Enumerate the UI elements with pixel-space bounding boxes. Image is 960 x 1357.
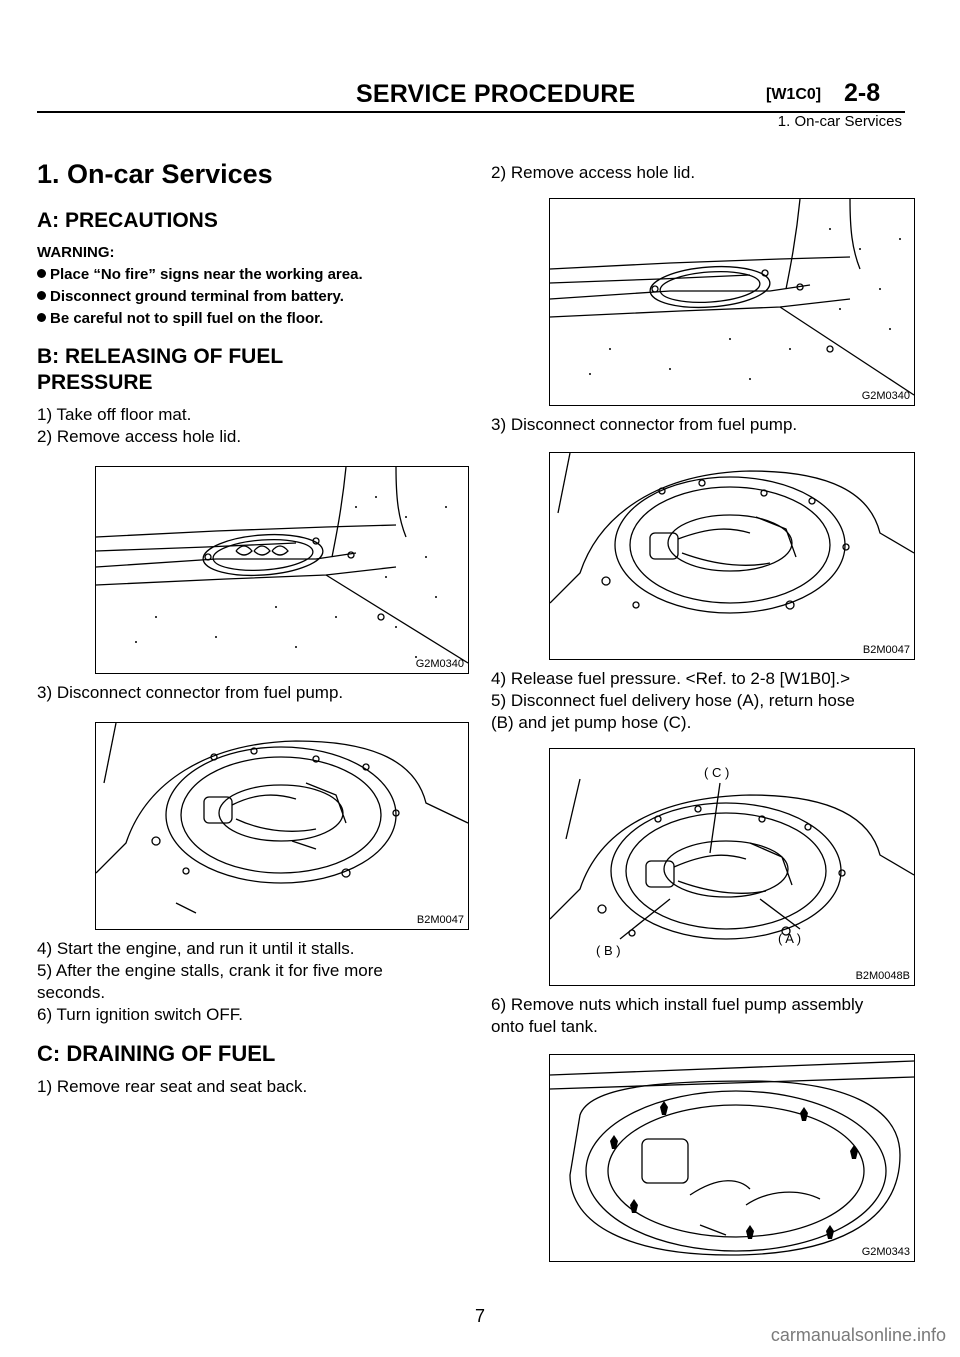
warning-item: Place “No fire” signs near the working area. xyxy=(37,264,457,286)
callout-b: ( B ) xyxy=(596,943,621,958)
watermark: carmanualsonline.info xyxy=(770,1325,946,1345)
step-text: 1) Take off floor mat. xyxy=(37,405,192,425)
figure-caption: G2M0343 xyxy=(861,1246,910,1258)
figure-pump-nuts xyxy=(549,1054,915,1262)
step-text: 2) Remove access hole lid. xyxy=(37,427,242,447)
figure-caption: B2M0047 xyxy=(862,644,910,656)
main-heading: 1. On-car Services xyxy=(37,159,273,189)
figure-caption: B2M0047 xyxy=(416,914,464,927)
section-c-title: C: DRAINING OF FUEL xyxy=(37,1041,276,1067)
step-text: 1) Remove rear seat and seat back. xyxy=(37,1076,308,1096)
step-text: 5) Disconnect fuel delivery hose (A), return hose xyxy=(491,691,855,710)
bullet-icon xyxy=(37,313,46,322)
warning-label: WARNING: xyxy=(37,243,115,261)
pump-nuts-illustration xyxy=(550,1055,914,1261)
page-number: 7 xyxy=(474,1306,485,1326)
step-text: 6) Remove nuts which install fuel pump assembly xyxy=(491,995,864,1014)
page-header xyxy=(0,0,960,130)
access-lid-illustration xyxy=(96,467,468,673)
step-text: onto fuel tank. xyxy=(491,1017,598,1036)
step-text: seconds. xyxy=(37,983,106,1003)
header-title: SERVICE PROCEDURE xyxy=(356,80,636,108)
warning-item: Be careful not to spill fuel on the floor. xyxy=(37,308,457,330)
step-text: 4) Start the engine, and run it until it stalls. xyxy=(37,939,355,959)
step-text: (B) and jet pump hose (C). xyxy=(491,713,692,732)
figure-caption: G2M0340 xyxy=(861,390,910,402)
figure-caption: G2M0340 xyxy=(415,658,464,671)
bullet-icon xyxy=(37,291,46,300)
step-text: 6) Turn ignition switch OFF. xyxy=(37,1005,243,1025)
section-b-title: B: RELEASING OF FUEL PRESSURE xyxy=(37,344,284,395)
header-section-number: 2-8 xyxy=(844,79,881,107)
step-text: 3) Disconnect connector from fuel pump. xyxy=(491,415,798,434)
fuel-pump-illustration xyxy=(550,453,914,659)
figure-hoses-abc xyxy=(549,748,915,986)
figure-fuel-pump-connector xyxy=(95,722,469,930)
warning-item: Disconnect ground terminal from battery. xyxy=(37,286,457,308)
header-code: [W1C0] xyxy=(766,86,822,103)
figure-access-hole-lid xyxy=(95,466,469,674)
header-subtitle: 1. On-car Services xyxy=(777,113,902,130)
figure-caption: B2M0048B xyxy=(855,970,910,982)
figure-fuel-pump-connector xyxy=(549,452,915,660)
fuel-pump-illustration xyxy=(96,723,468,929)
callout-c: ( C ) xyxy=(704,765,730,780)
step-text: 5) After the engine stalls, crank it for five more xyxy=(37,961,383,981)
access-lid-illustration xyxy=(550,199,914,405)
header-rule xyxy=(37,111,905,113)
step-text: 4) Release fuel pressure. <Ref. to 2-8 [W1B0].> xyxy=(491,669,851,688)
step-text: 2) Remove access hole lid. xyxy=(491,163,696,182)
bullet-icon xyxy=(37,269,46,278)
figure-access-hole-lid xyxy=(549,198,915,406)
hoses-illustration xyxy=(550,749,914,985)
left-column xyxy=(37,150,464,1098)
step-text: 3) Disconnect connector from fuel pump. xyxy=(37,683,344,703)
right-column xyxy=(491,162,910,1270)
section-a-title: A: PRECAUTIONS xyxy=(37,208,218,232)
callout-a: ( A ) xyxy=(778,931,802,946)
